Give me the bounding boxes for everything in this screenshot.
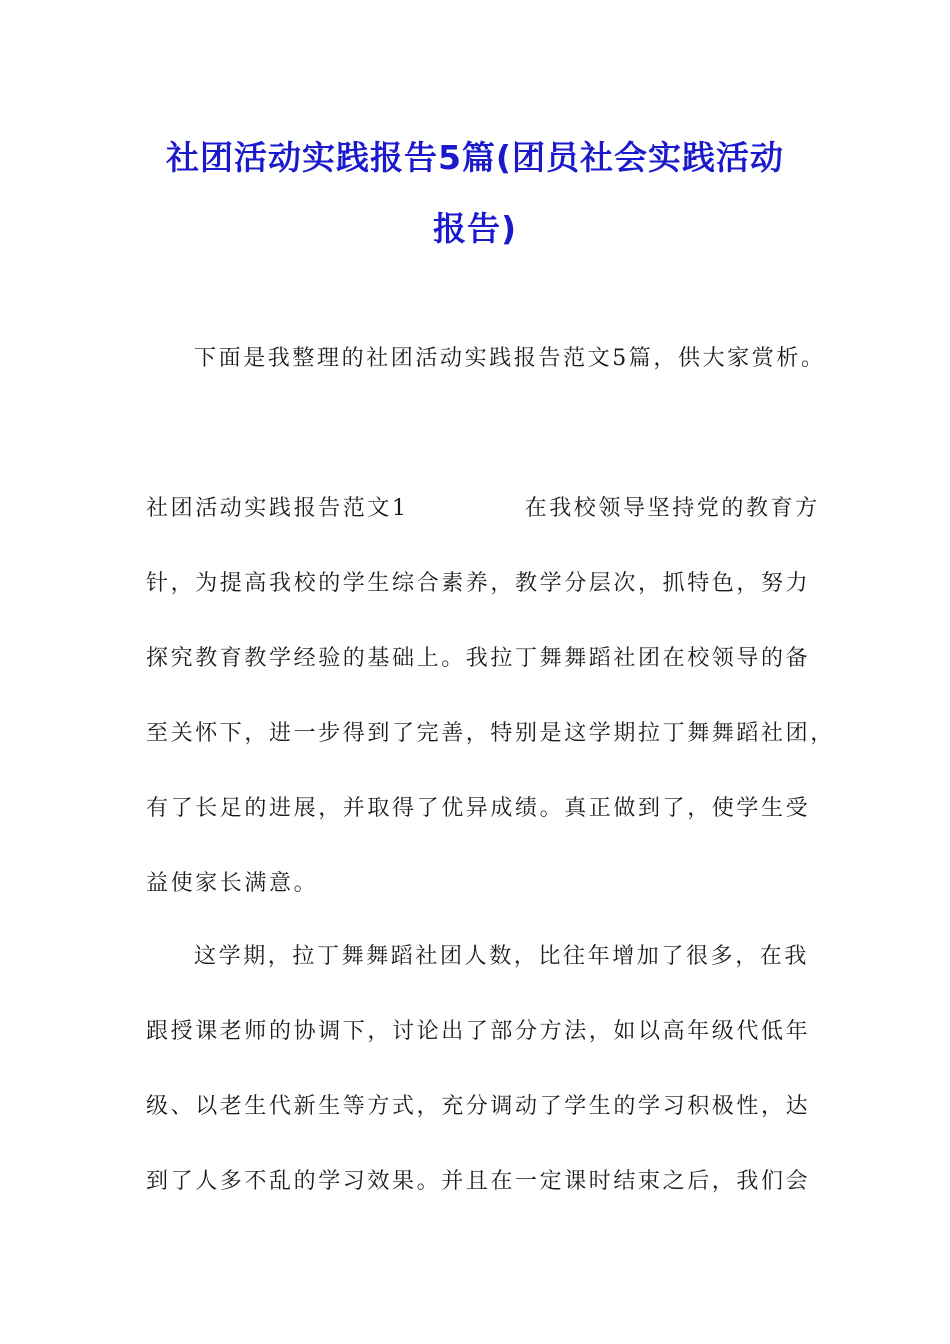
paragraph-1-text-start: 在我校领导坚持党的教育方 [524,496,820,521]
paragraph-2-line-1: 这学期，拉丁舞舞蹈社团人数，比往年增加了很多，在我 [194,944,810,969]
paragraph-1-line-2: 针，为提高我校的学生综合素养，教学分层次，抓特色，努力 [146,571,811,596]
document-title-line-2: 报告) [432,209,518,248]
intro-paragraph: 下面是我整理的社团活动实践报告范文5篇，供大家赏析。 [194,346,826,371]
document-title-line-1: 社团活动实践报告5篇(团员社会实践活动 [165,138,785,177]
paragraph-2-line-3: 级、以老生代新生等方式，充分调动了学生的学习积极性，达 [146,1094,811,1119]
paragraph-1-line-4: 至关怀下，进一步得到了完善，特别是这学期拉丁舞舞蹈社团， [146,721,835,746]
paragraph-1-line-1 [146,494,820,524]
section-1-heading: 社团活动实践报告范文1 [146,496,409,521]
paragraph-1-line-6: 益使家长满意。 [146,871,319,896]
paragraph-1-line-5: 有了长足的进展，并取得了优异成绩。真正做到了，使学生受 [146,796,811,821]
paragraph-2-line-2: 跟授课老师的协调下，讨论出了部分方法，如以高年级代低年 [146,1019,811,1044]
paragraph-2-line-4: 到了人多不乱的学习效果。并且在一定课时结束之后，我们会 [146,1169,811,1194]
paragraph-1-line-3: 探究教育教学经验的基础上。我拉丁舞舞蹈社团在校领导的备 [146,646,811,671]
